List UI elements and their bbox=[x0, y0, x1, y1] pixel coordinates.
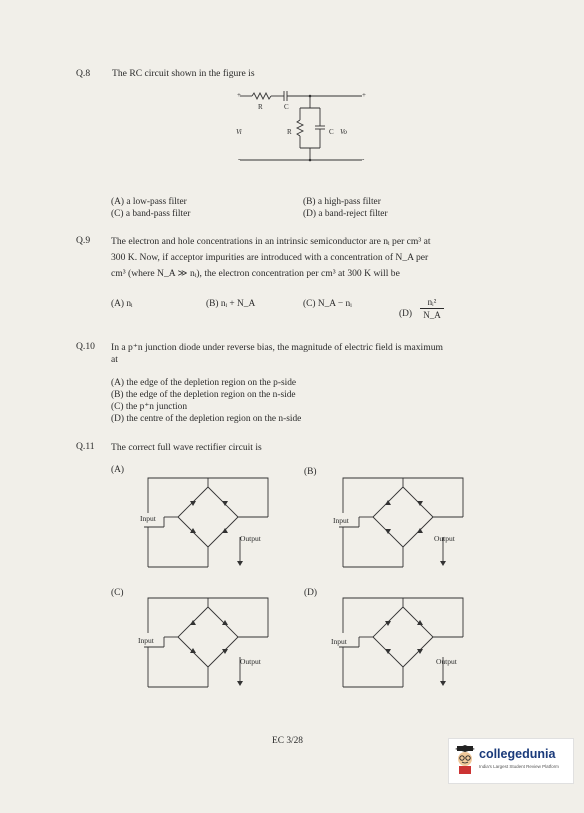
q10-number: Q.10 bbox=[76, 341, 95, 352]
q8-option-b: (B) a high-pass filter bbox=[303, 197, 381, 207]
logo-tagline: India's Largest Student Review Platform bbox=[479, 764, 559, 769]
q11-a-output: Output bbox=[240, 534, 261, 543]
q8-option-a: (A) a low-pass filter bbox=[111, 197, 187, 207]
q9-option-d-denominator: N_A bbox=[423, 310, 441, 320]
q11-a-input: Input bbox=[140, 514, 156, 523]
q8-vi: Vi bbox=[236, 128, 242, 136]
rectifier-circuit-c bbox=[140, 595, 280, 695]
q11-c-input: Input bbox=[138, 636, 154, 645]
q9-option-d-numerator: nᵢ² bbox=[427, 297, 437, 307]
q11-b-output: Output bbox=[434, 534, 455, 543]
page-footer: EC 3/28 bbox=[272, 736, 303, 746]
q8-minus-right: - bbox=[362, 155, 365, 163]
q10-option-c: (C) the p⁺n junction bbox=[111, 402, 188, 412]
q8-plus-left: + bbox=[237, 91, 241, 99]
q8-number: Q.8 bbox=[76, 68, 91, 79]
q10-option-d: (D) the centre of the depletion region on the n-side bbox=[111, 414, 302, 424]
q9-line2: 300 K. Now, if acceptor impurities are introduced with a concentration of N_A per bbox=[111, 252, 429, 263]
collegedunia-logo bbox=[448, 738, 574, 784]
q11-option-b-label: (B) bbox=[304, 467, 317, 477]
q11-option-d-label: (D) bbox=[304, 588, 318, 598]
q11-b-input: Input bbox=[333, 516, 349, 525]
rectifier-circuit-b bbox=[335, 475, 475, 575]
q8-plus-right: + bbox=[362, 91, 366, 99]
q8-option-c: (C) a band-pass filter bbox=[111, 209, 191, 219]
rectifier-circuit-a bbox=[140, 475, 280, 575]
q8-minus-left: - bbox=[238, 155, 241, 163]
q11-option-c-label: (C) bbox=[111, 588, 124, 598]
q8-c-top: C bbox=[284, 103, 289, 111]
logo-name: collegedunia bbox=[479, 747, 556, 761]
q9-option-b: (B) nᵢ + N_A bbox=[206, 299, 256, 309]
q8-vo: Vo bbox=[340, 128, 347, 136]
q8-text: The RC circuit shown in the figure is bbox=[112, 68, 255, 79]
q8-rc-circuit bbox=[230, 86, 380, 176]
q8-c-side: C bbox=[329, 128, 334, 136]
q9-number: Q.9 bbox=[76, 235, 91, 246]
q8-option-d: (D) a band-reject filter bbox=[303, 209, 388, 219]
mascot-icon bbox=[454, 745, 476, 775]
q9-option-c: (C) N_A − nᵢ bbox=[303, 299, 352, 309]
q11-d-output: Output bbox=[436, 657, 457, 666]
q11-number: Q.11 bbox=[76, 441, 95, 452]
q11-d-input: Input bbox=[331, 637, 347, 646]
q11-option-a-label: (A) bbox=[111, 465, 125, 475]
q9-option-d-prefix: (D) bbox=[399, 309, 413, 319]
q11-text: The correct full wave rectifier circuit is bbox=[111, 442, 262, 453]
q8-r-top: R bbox=[258, 103, 263, 111]
q10-line1: In a p⁺n junction diode under reverse bias, the magnitude of electric field is maximum bbox=[111, 342, 443, 353]
rectifier-circuit-d bbox=[335, 595, 475, 695]
q9-option-a: (A) nᵢ bbox=[111, 299, 133, 309]
q8-r-side: R bbox=[287, 128, 292, 136]
q11-c-output: Output bbox=[240, 657, 261, 666]
q10-option-a: (A) the edge of the depletion region on the p-side bbox=[111, 378, 297, 388]
q9-line3: cm³ (where N_A ≫ nᵢ), the electron concentration per cm³ at 300 K will be bbox=[111, 268, 400, 279]
q9-line1: The electron and hole concentrations in an intrinsic semiconductor are nᵢ per cm³ at bbox=[111, 236, 431, 247]
q10-option-b: (B) the edge of the depletion region on the n-side bbox=[111, 390, 296, 400]
q10-line2: at bbox=[111, 354, 118, 365]
q9-option-d-fraction bbox=[420, 297, 444, 320]
